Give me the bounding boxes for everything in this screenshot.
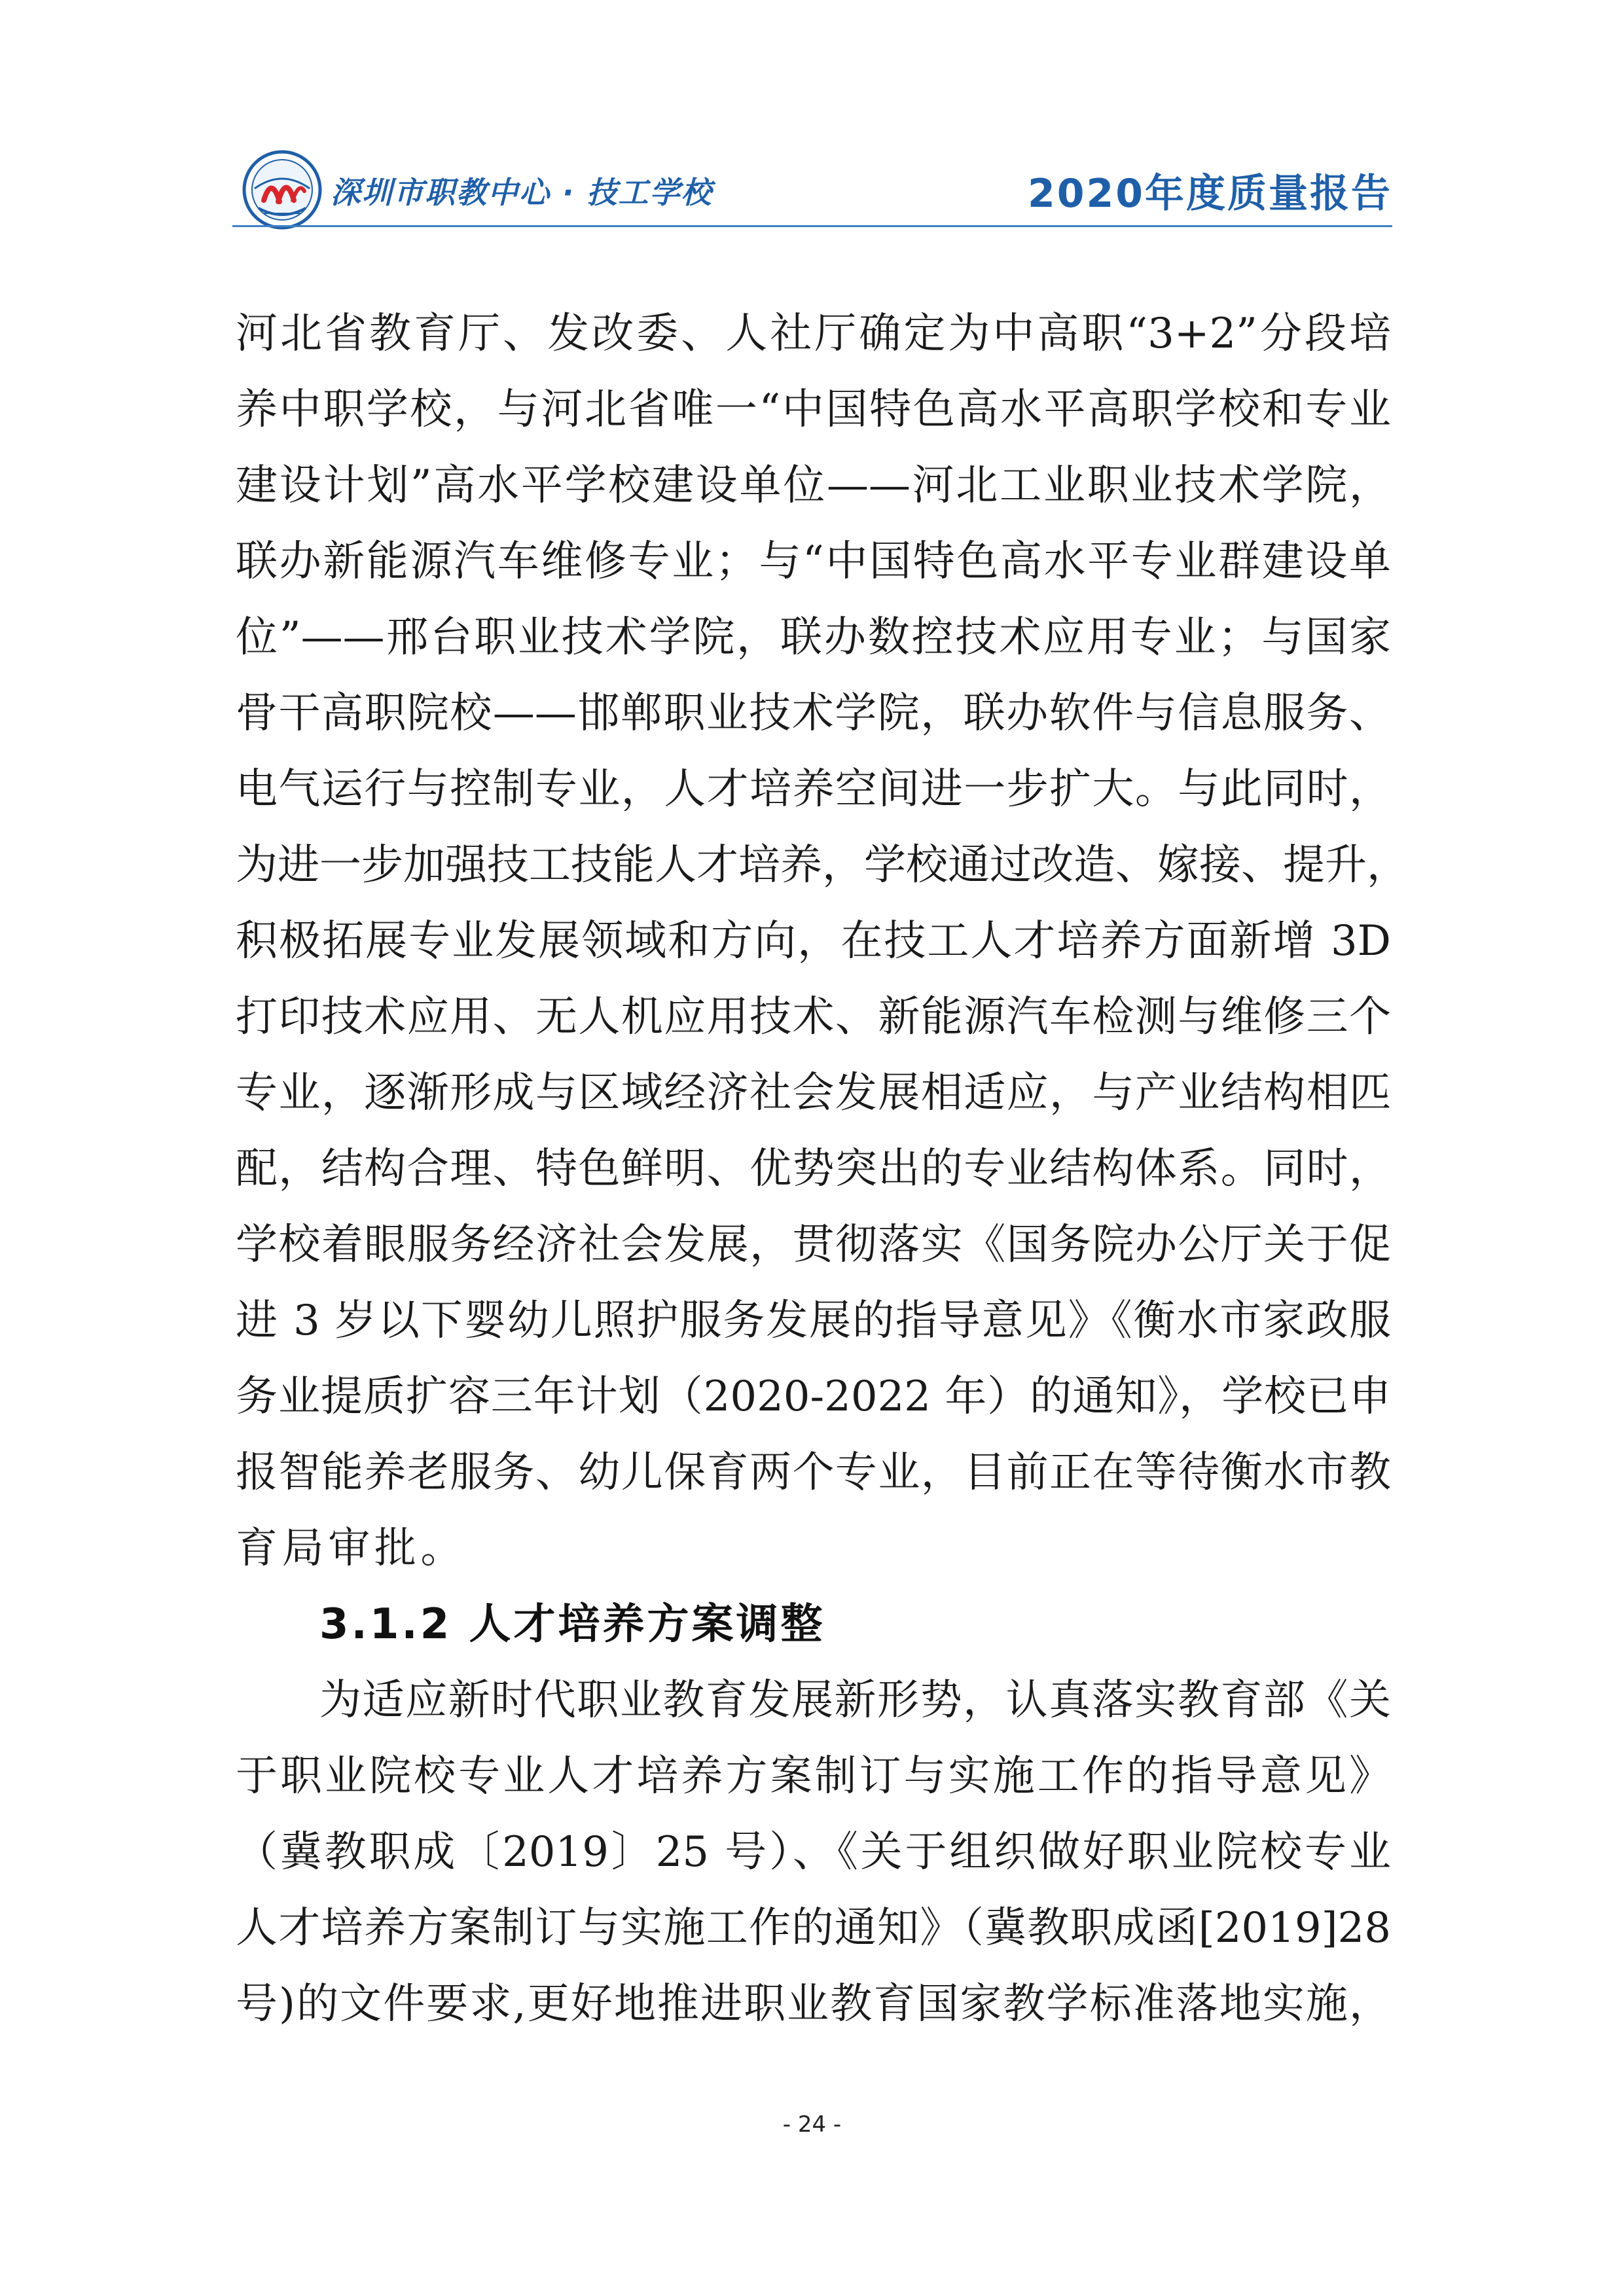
page-header — [232, 143, 1392, 228]
page-number: - 24 - — [782, 2111, 842, 2138]
school-name: 深圳市职教中心 · 技工学校 — [331, 175, 713, 210]
body-line: 于职业院校专业人才培养方案制订与实施工作的指导意见》 — [236, 1752, 1391, 1801]
body-line: 人才培养方案制订与实施工作的通知》（冀教职成函[2019]28 — [236, 1904, 1391, 1952]
body-line: 联办新能源汽车维修专业；与“中国特色高水平专业群建设单 — [236, 537, 1391, 586]
body-line: 进 3 岁以下婴幼儿照护服务发展的指导意见》《衡水市家政服 — [236, 1297, 1391, 1345]
body-line: 打印技术应用、无人机应用技术、新能源汽车检测与维修三个 — [236, 993, 1391, 1041]
body-line: 为适应新时代职业教育发展新形势，认真落实教育部《关 — [319, 1676, 1391, 1725]
body-line: 位”——邢台职业技术学院，联办数控技术应用专业；与国家 — [236, 613, 1391, 662]
report-title: 2020年度质量报告 — [1028, 171, 1392, 217]
body-line: 为进一步加强技工技能人才培养，学校通过改造、嫁接、提升， — [236, 841, 1409, 889]
body-line: 电气运行与控制专业，人才培养空间进一步扩大。与此同时， — [236, 765, 1391, 814]
body-line: 报智能养老服务、幼儿保育两个专业，目前正在等待衡水市教 — [236, 1448, 1391, 1497]
body-line: 养中职学校，与河北省唯一“中国特色高水平高职学校和专业 — [236, 386, 1391, 434]
school-emblem-icon — [242, 149, 323, 230]
document-body — [236, 296, 1409, 2042]
body-line: 建设计划”高水平学校建设单位——河北工业职业技术学院， — [236, 461, 1391, 510]
body-line: 育局审批。 — [236, 1524, 467, 1573]
body-line: 河北省教育厅、发改委、人社厅确定为中高职“3+2”分段培 — [236, 310, 1391, 358]
body-line: 务业提质扩容三年计划（2020-2022 年）的通知》，学校已申 — [236, 1372, 1391, 1421]
body-line: 积极拓展专业发展领域和方向，在技工人才培养方面新增 3D — [236, 917, 1391, 965]
section-heading: 3.1.2 人才培养方案调整 — [319, 1600, 825, 1649]
body-line: 配，结构合理、特色鲜明、优势突出的专业结构体系。同时， — [236, 1145, 1391, 1193]
body-line: 专业，逐渐形成与区域经济社会发展相适应，与产业结构相匹 — [236, 1069, 1391, 1117]
header-divider — [232, 225, 1392, 227]
body-line: 骨干高职院校——邯郸职业技术学院，联办软件与信息服务、 — [236, 689, 1391, 738]
body-line: 学校着眼服务经济社会发展，贯彻落实《国务院办公厅关于促 — [236, 1221, 1391, 1269]
body-line: （冀教职成〔2019〕25 号）、《关于组织做好职业院校专业 — [236, 1828, 1391, 1876]
body-line: 号)的文件要求,更好地推进职业教育国家教学标准落地实施， — [236, 1980, 1391, 2028]
